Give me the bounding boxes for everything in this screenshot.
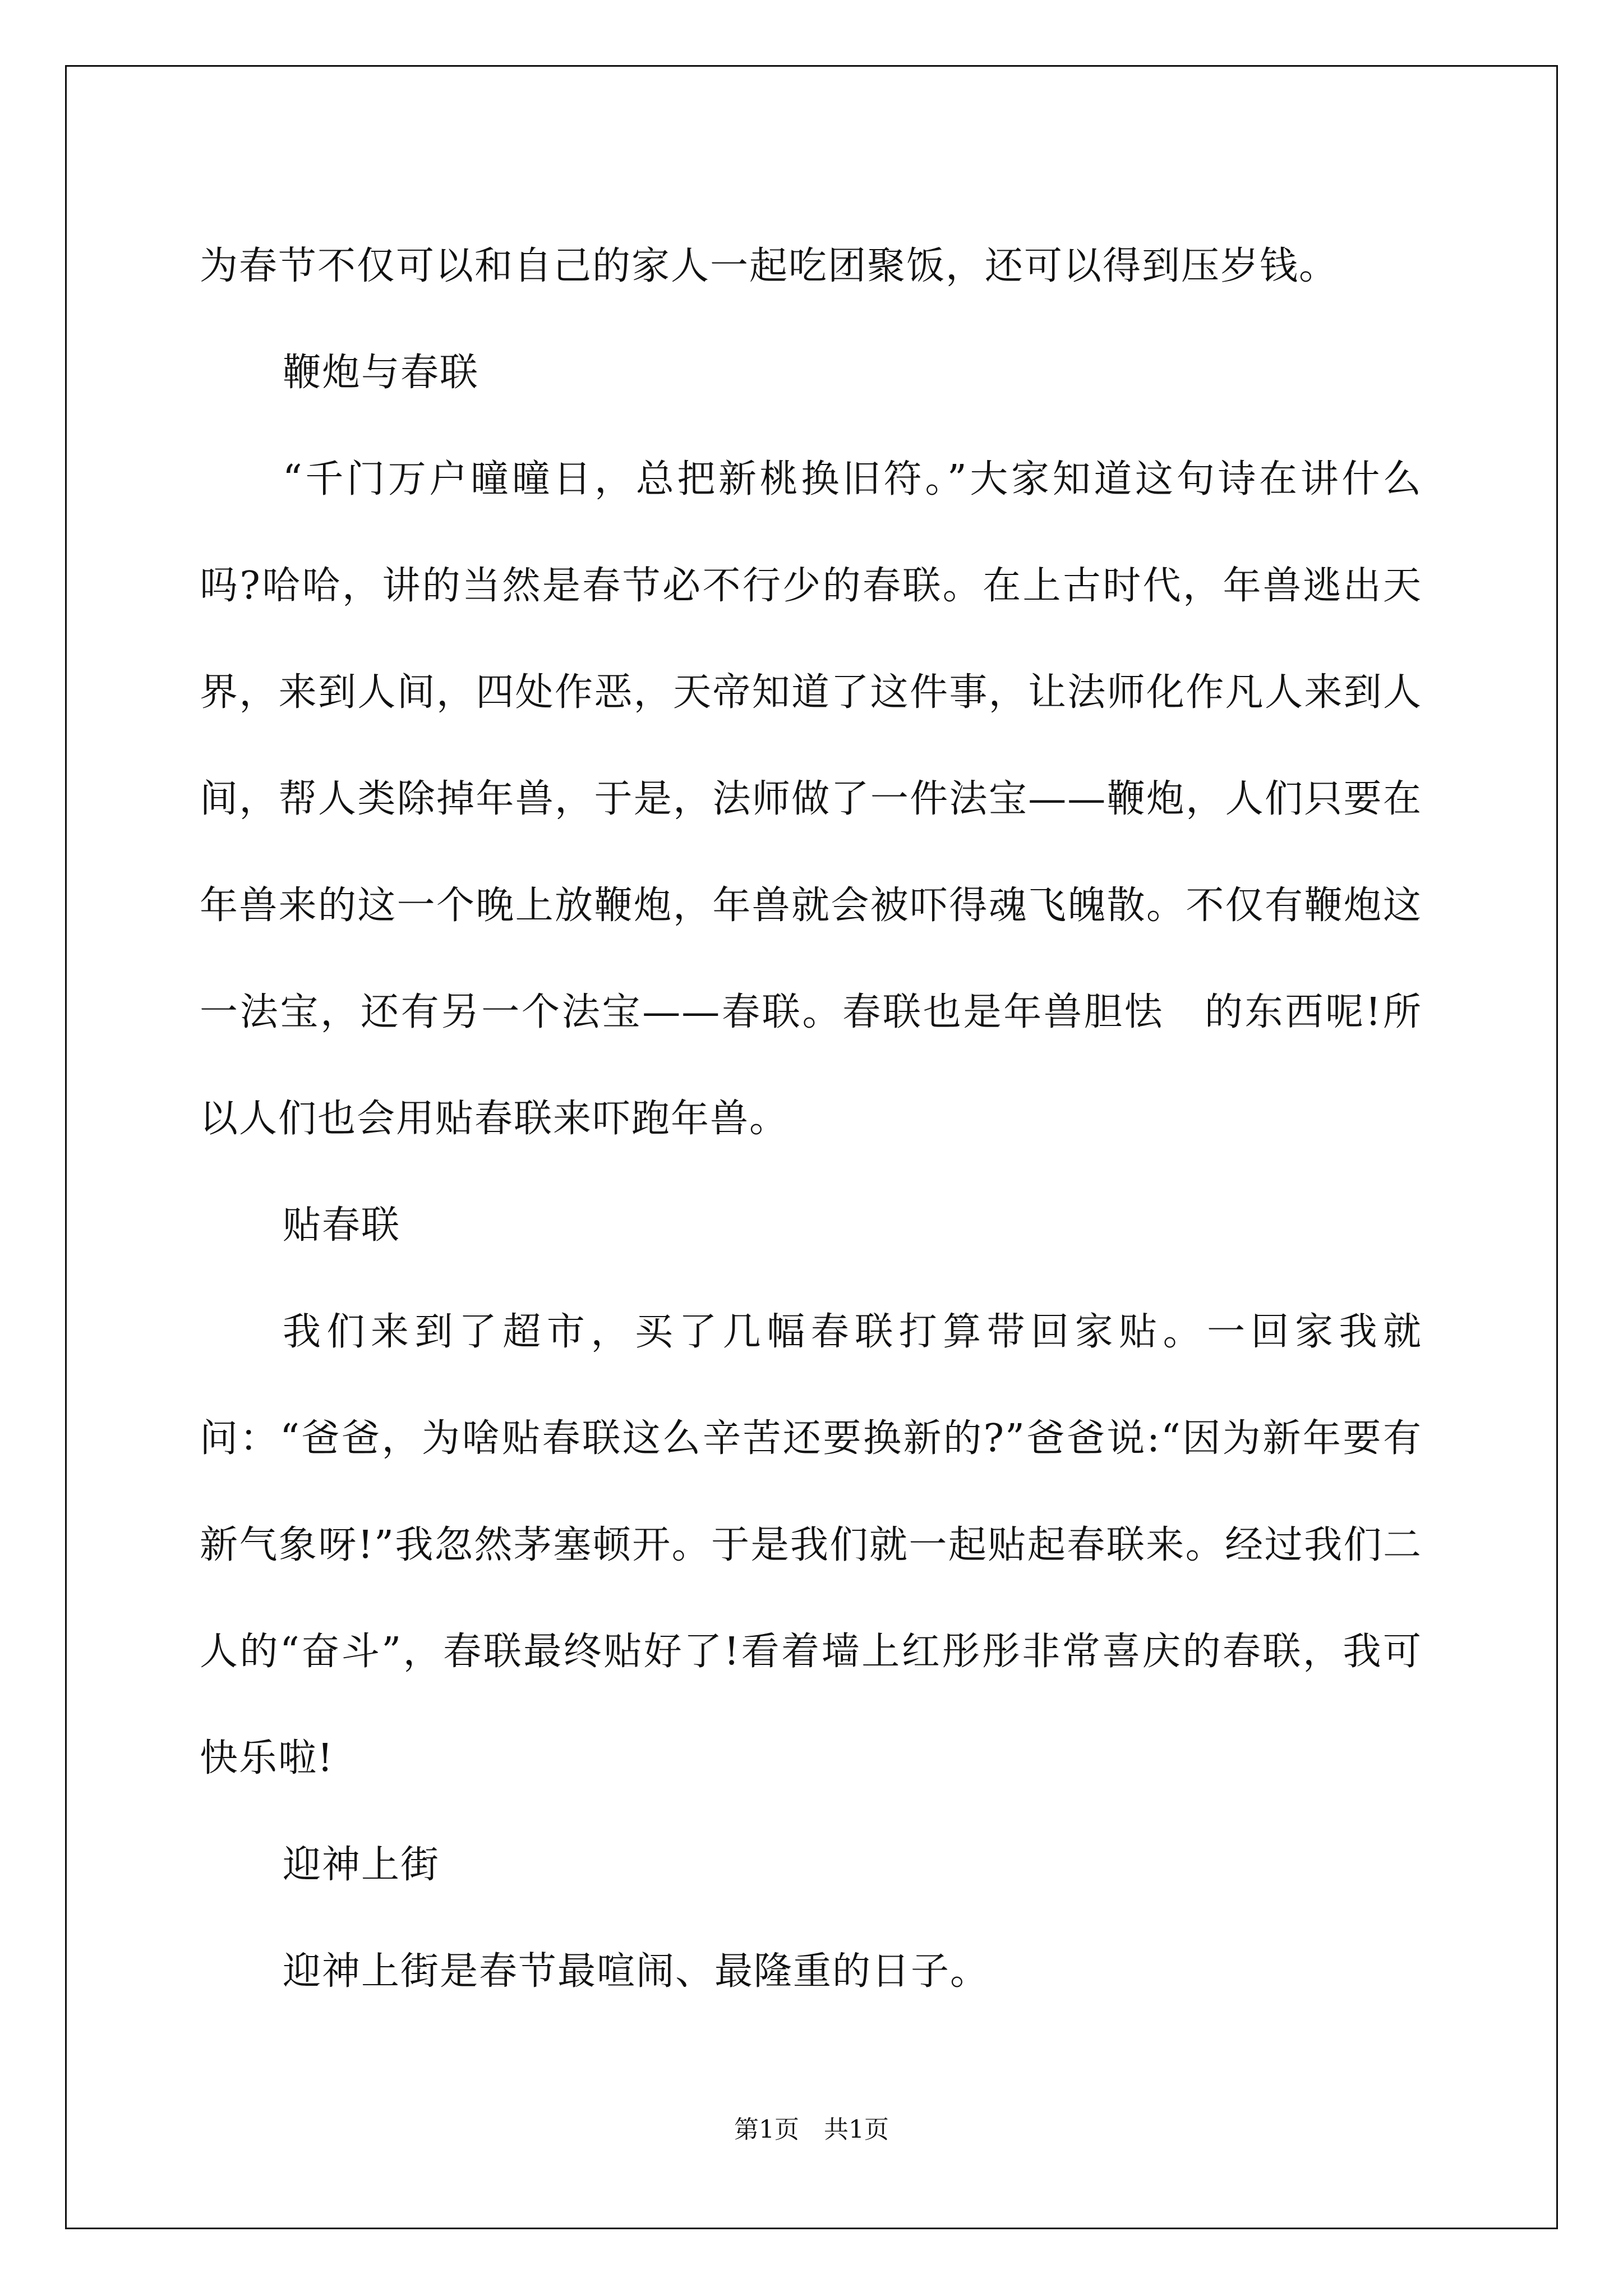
paragraph-7: 迎神上街是春节最喧闹、最隆重的日子。 [283,1949,990,1994]
document-body [200,213,1422,2025]
page-footer: 第1页 共1页 [734,2115,889,2144]
paragraph-1: 为春节不仅可以和自己的家人一起吃团聚饭，还可以得到压岁钱。 [200,244,1339,288]
heading-welcome-gods: 迎神上街 [283,1843,440,1887]
heading-firecrackers-couplets: 鞭炮与春联 [283,351,479,395]
paragraph-5: 我们来到了超市，买了几幅春联打算带回家贴。一回家我就问：“爸爸，为啥贴春联这么辛苦还要换新的?”爸爸说:“因为新年要有新气象呀!”我忽然茅塞顿开。于是我们就一起贴起春联来。经过我们二人的“奋斗”，春联最终贴好了!看着墙上红彤彤非常喜庆的春联，我可快乐啦! [200,1310,1422,1780]
heading-post-couplets: 贴春联 [283,1203,401,1248]
paragraph-3: “千门万户曈曈日，总把新桃换旧符。”大家知道这句诗在讲什么吗?哈哈，讲的当然是春节必不行少的春联。在上古时代，年兽逃出天界，来到人间，四处作恶，天帝知道了这件事，让法师化作凡人来到人间，帮人类除掉年兽，于是，法师做了一件法宝——鞭炮，人们只要在年兽来的这一个晚上放鞭炮，年兽就会被吓得魂飞魄散。不仅有鞭炮这一法宝，还有另一个法宝——春联。春联也是年兽胆怯 的东西呢!所以人们也会用贴春联来吓跑年兽。 [200,457,1423,1141]
